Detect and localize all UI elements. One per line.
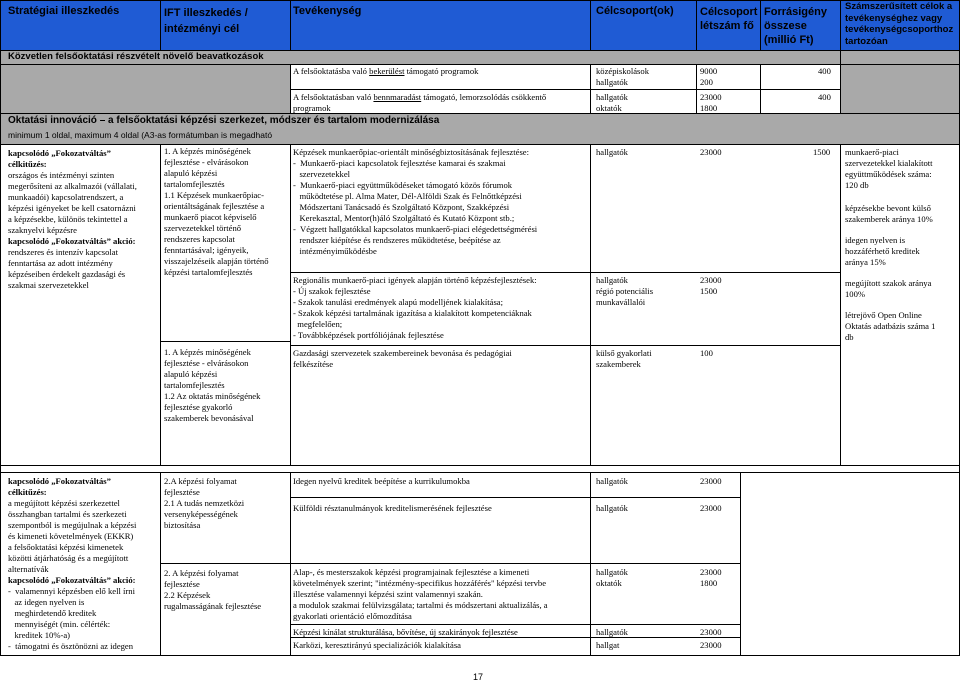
block2-strategy-h3: kapcsolódó „Fokozatváltás” akció: (8, 575, 136, 585)
grid-line (740, 472, 741, 655)
text-line: felkészítése (293, 359, 334, 369)
header-headcount-line1: Célcsoport (700, 6, 758, 18)
block1-strategy-h2: célkitűzés: (8, 159, 47, 169)
text-line: 2.1 A tudás nemzetközi (164, 498, 245, 508)
s1-row2-count1: 23000 (700, 92, 722, 102)
text-line: és kimeneti követelmények (EKKR) (8, 531, 134, 541)
text-line: db (845, 332, 854, 342)
text-line: fejlesztése - elvárásokon (164, 157, 249, 167)
s1-row2-activity-pre: A felsőoktatásban való (293, 92, 374, 102)
text-line: hallgatók (596, 275, 628, 285)
block2-row5-group: hallgat (596, 640, 620, 650)
block2-strategy-h2: célkitűzés: (8, 487, 47, 497)
text-line: szervezetekkel történő (164, 223, 242, 233)
page-number: 17 (473, 672, 484, 682)
block1-strategy-lines (8, 170, 137, 236)
grid-line (590, 0, 591, 50)
s1-row1-activity-post: támogató programok (404, 66, 479, 76)
header-ift-line1: IFT illeszkedés / (164, 7, 248, 19)
header-ift-line2: intézményi cél (164, 23, 240, 35)
text-line: Idegen nyelvű kreditek beépítése a kurrikulumokba (293, 476, 470, 486)
text-line: idegen nyelven is (845, 235, 906, 245)
grid-line (840, 0, 841, 113)
s1-row2-activity-post: támogató, lemorzsolódás csökkentő (421, 92, 547, 102)
text-line: az idegen nyelven is (8, 597, 85, 607)
text-line: Kerekasztal, Mentor(h)áló Szolgáltató és Kutató Központ stb.; (293, 213, 515, 223)
grid-line (0, 472, 960, 473)
grid-line (160, 144, 161, 465)
grid-line (0, 50, 960, 51)
text-line: gyakorlati orientáció előmozdítása (293, 611, 412, 621)
block1-act1-title: Képzések munkaerőpiac-orientált minőségbiztosításának fejlesztése: (293, 147, 529, 157)
block2-row1-count: 23000 (700, 476, 722, 486)
text-line: illesztése valamennyi képzési szint valamennyi szakán. (293, 589, 483, 599)
grid-line (760, 0, 761, 50)
s1-row1-group2: hallgatók (596, 77, 628, 87)
text-line: rendszeres kapcsolat (164, 234, 235, 244)
text-line: biztosítása (164, 520, 201, 530)
block1-goals (845, 147, 935, 343)
text-line: 2.A képzési folyamat (164, 476, 237, 486)
text-line: a felsőoktatási képzési kimenetek (8, 542, 124, 552)
grid-line (290, 89, 841, 90)
s1-row1-group1: középiskolások (596, 66, 649, 76)
text-line: alternatívák (8, 564, 49, 574)
header-funding (764, 5, 827, 47)
block1-act1-cost: 1500 (813, 147, 831, 157)
text-line: 1800 (700, 578, 718, 588)
text-line: megújított szakok aránya (845, 278, 932, 288)
grid-line (760, 64, 761, 113)
text-line: fenntartása az adott intézmény (8, 258, 113, 268)
s1-row1-groups (596, 66, 649, 88)
header-ift (164, 5, 248, 37)
text-line: régió potenciális (596, 286, 654, 296)
s1-row2-counts (700, 92, 721, 114)
grid-line (0, 0, 960, 1)
grid-line (290, 64, 291, 113)
text-line: szervezetekkel kialakított (845, 158, 933, 168)
text-line: fejlesztése (164, 487, 200, 497)
grid-line (0, 64, 960, 65)
text-line: - Szakok képzési tartalmának igazítása a kialakított kompetenciáknak (293, 308, 532, 318)
text-line: megfelelően; (293, 319, 343, 329)
text-line: Gazdasági szervezetek szakembereinek bevonása és pedagógiai (293, 348, 512, 358)
text-line: Alap-, és mesterszakok képzési programjainak fejlesztése a kimeneti (293, 567, 530, 577)
text-line: 2. A képzési folyamat (164, 568, 239, 578)
text-line: aránya 15% (845, 257, 886, 267)
text-line: szaknyelvi képzésre (8, 225, 77, 235)
text-line: oktatók (596, 578, 622, 588)
grid-line (160, 341, 290, 342)
s1-row2-cost: 400 (818, 92, 831, 102)
s1-row2-activity-underlined: bennmaradást (373, 92, 422, 102)
block2-row2-activity (293, 503, 492, 514)
block1-ift-b (164, 347, 260, 424)
s1-row2-groups (596, 92, 628, 114)
grid-line (840, 144, 841, 465)
block1-strategy (8, 148, 137, 291)
grid-line (696, 0, 697, 50)
block1-act3-count: 100 (700, 348, 713, 358)
text-line: képzésekbe bevont külső (845, 203, 931, 213)
block2-row5-count: 23000 (700, 640, 722, 650)
text-line: összhangban tartalmi és szerkezeti (8, 509, 127, 519)
s1-row2-group1: hallgatók (596, 92, 628, 102)
text-line: Módszertani Tanácsadó és Szolgáltató Központ, Szakképzési (293, 202, 510, 212)
block1-strategy-h1: kapcsolódó „Fokozatváltás” (8, 148, 111, 158)
text-line: szakemberek aránya 10% (845, 214, 933, 224)
header-goals-line3: tevékenységcsoporthoz (845, 24, 954, 35)
section1-left-fill (0, 65, 290, 113)
header-goals-line2: tevékenységhez vagy (845, 12, 943, 24)
grid-line (290, 624, 740, 625)
text-line: orientáltságának fejlesztése a (164, 201, 265, 211)
text-line: Karközi, keresztirányú specializációk kialakítása (293, 640, 461, 650)
text-line: szervezetekkel (293, 169, 351, 179)
text-line: 1. A képzés minőségének (164, 146, 251, 156)
text-line: Külföldi résztanulmányok kreditelismerésének fejlesztése (293, 503, 492, 513)
header-target-group: Célcsoport(ok) (596, 5, 674, 17)
text-line: alapuló képzési (164, 369, 218, 379)
grid-line (0, 465, 960, 466)
header-funding-line1: Forrásigény (764, 6, 827, 18)
text-line: külső gyakorlati (596, 348, 652, 358)
section2-title: Oktatási innováció – a felsőoktatási képzési szerkezet, módszer és tartalom modernizálása (8, 115, 440, 126)
header-strategy: Stratégiai illeszkedés (8, 5, 120, 17)
grid-line (590, 144, 591, 465)
text-line: 120 db (845, 180, 869, 190)
text-line: létrejövő Open Online (845, 310, 922, 320)
header-activity: Tevékenység (293, 5, 362, 17)
header-funding-line2: összese (764, 20, 807, 32)
grid-line (290, 0, 291, 50)
block1-act3 (293, 348, 512, 370)
s1-row1-count1: 9000 (700, 66, 718, 76)
s1-row1-activity (293, 66, 478, 77)
text-line: fejlesztése - elvárásokon (164, 358, 249, 368)
text-line: 1. A képzés minőségének (164, 347, 251, 357)
text-line: megerősíteni az alkalmazói (vállalati, (8, 181, 137, 191)
section1-title: Közvetlen felsőoktatási részvételt növelő beavatkozások (8, 51, 264, 62)
grid-line (290, 272, 841, 273)
s1-row2-count2: 1800 (700, 103, 718, 113)
grid-line (290, 345, 841, 346)
block1-act3-groups (596, 348, 652, 370)
text-line: alapuló képzési (164, 168, 218, 178)
grid-line (0, 113, 960, 114)
block2-row2-count: 23000 (700, 503, 722, 513)
s1-row1-count2: 200 (700, 77, 713, 87)
text-line: 1.2 Az oktatás minőségének (164, 391, 261, 401)
text-line: - Munkaerő-piaci kapcsolatok fejlesztése kamarai és szakmai (293, 158, 506, 168)
text-line: 23000 (700, 275, 722, 285)
block2-row5-activity (293, 640, 461, 651)
grid-line (696, 64, 697, 113)
text-line: Oktatás adatbázis száma 1 (845, 321, 936, 331)
block2-row4-count: 23000 (700, 627, 722, 637)
s1-row1-activity-pre: A felsőoktatásba való (293, 66, 370, 76)
s1-row2-group2: oktatók (596, 103, 622, 113)
text-line: szakemberek bevonásával (164, 413, 254, 423)
block2-ift-a (164, 476, 244, 531)
grid-line (290, 563, 740, 564)
text-line: 100% (845, 289, 866, 299)
text-line: együttműködések száma: (845, 169, 932, 179)
block2-row4-group: hallgatók (596, 627, 628, 637)
text-line: közötti átjárhatóság és a megújított (8, 553, 129, 563)
grid-line (290, 497, 740, 498)
grid-line (290, 472, 291, 655)
header-headcount-line2: létszám fő (700, 20, 754, 32)
grid-line (160, 472, 161, 655)
text-line: a modulok szakmai felülvizsgálata; tartalmi és módszertani aktualizálás, a (293, 600, 548, 610)
section2-subtitle: minimum 1 oldal, maximum 4 oldal (A3-as formátumban is megadható (8, 130, 273, 140)
section2-band-right (590, 113, 841, 144)
block1-act2 (293, 275, 537, 341)
text-line: tartalomfejlesztés (164, 380, 225, 390)
header-goals-line4: tartozóan (845, 35, 888, 47)
grid-line (0, 655, 960, 656)
s1-row2-activity-line2: programok (293, 103, 331, 113)
text-line: munkavállalói (596, 297, 646, 307)
text-line: - Végzett hallgatókkal kapcsolatos munkaerő-piaci elégedettségmérési (293, 224, 538, 234)
grid-line (160, 563, 290, 564)
grid-line (0, 144, 960, 145)
text-line: követelmények szerint; "intézmény-specifikus hozzáférés" képzési tervbe (293, 578, 547, 588)
block1-act1-count: 23000 (700, 147, 722, 157)
text-line: - valamennyi képzésben elő kell írni (8, 586, 135, 596)
grid-line (590, 64, 591, 113)
header-headcount (700, 5, 757, 33)
text-line: képzési tartalomfejlesztés (164, 267, 253, 277)
block1-act2-counts (700, 275, 721, 297)
text-line: munkaerő piacot képviselő (164, 212, 257, 222)
header-funding-line3: (millió Ft) (764, 34, 814, 46)
text-line: fenntartásával; igényeik, (164, 245, 249, 255)
text-line: rendszeres és intenzív kapcsolat (8, 247, 119, 257)
text-line: szakemberek (596, 359, 641, 369)
text-line: Képzési kínálat strukturálása, bővítése, új szakirányok fejlesztése (293, 627, 518, 637)
block2-row3-counts (700, 567, 721, 589)
block2-row1-activity (293, 476, 470, 487)
block1-strategy-lines2 (8, 247, 137, 291)
text-line: működtetése pl. Alma Mater, Dél-Alföldi Szak és Felnőttképzési (293, 191, 522, 201)
grid-line (0, 0, 1, 655)
text-line: Regionális munkaerő-piaci igények alapján történő képzésfejlesztések: (293, 275, 537, 285)
text-line: országos és intézményi szinten (8, 170, 115, 180)
text-line: 2.2 Képzések (164, 590, 211, 600)
block2-ift-b (164, 568, 261, 612)
s1-row1-activity-underlined: bekerülést (369, 66, 405, 76)
grid-line (290, 144, 291, 465)
text-line: tartalomfejlesztés (164, 179, 225, 189)
text-line: intézményiműködésbe (293, 246, 377, 256)
text-line: meghirdetendő kreditek (8, 608, 97, 618)
text-line: kreditek 10%-a) (8, 630, 71, 640)
header-goals (845, 1, 953, 47)
text-line: képzési igényeket be kell csatornázni (8, 203, 136, 213)
text-line: - Továbbképzések portfóliójának fejlesztése (293, 330, 444, 340)
text-line: 23000 (700, 567, 722, 577)
block1-ift-a (164, 146, 269, 278)
text-line: hozzáférhető kreditek (845, 246, 920, 256)
block2-row2-group: hallgatók (596, 503, 628, 513)
block1-act1 (293, 147, 537, 257)
text-line: a képzésekbe, különös tekintettel a (8, 214, 128, 224)
text-line: munkaadói) kapcsolatrendszert, a (8, 192, 124, 202)
grid-line (160, 0, 161, 50)
block2-row3-activity (293, 567, 548, 622)
s1-row2-activity (293, 92, 546, 114)
block2-row1-group: hallgatók (596, 476, 628, 486)
block2-strategy-h1: kapcsolódó „Fokozatváltás” (8, 476, 111, 486)
text-line: hallgatók (596, 567, 628, 577)
text-line: rendszer kiépítése és rendszeres működtetése, beépítése az (293, 235, 501, 245)
text-line: fejlesztése (164, 579, 200, 589)
text-line: szakmai szervezetekkel (8, 280, 89, 290)
block2-row3-groups (596, 567, 628, 589)
text-line: szempontból is megújulnak a képzési (8, 520, 137, 530)
text-line: - Szakok tanulási eredmények alapú modelljének kialakítása; (293, 297, 503, 307)
text-line: fejlesztése gyakorló (164, 402, 233, 412)
text-line: képzéseiben érdekelt gazdasági és (8, 269, 126, 279)
text-line: - Új szakok fejlesztése (293, 286, 371, 296)
text-line: rugalmasságának fejlesztése (164, 601, 262, 611)
text-line: munkaerő-piaci (845, 147, 899, 157)
text-line: versenyképességének (164, 509, 238, 519)
text-line: 1.1 Képzések munkaerőpiac- (164, 190, 264, 200)
text-line: 1500 (700, 286, 718, 296)
grid-line (290, 637, 740, 638)
text-line: a megújított képzési szerkezettel (8, 498, 120, 508)
s1-row1-cost: 400 (818, 66, 831, 76)
header-goals-line1: Számszerűsített célok a (845, 1, 953, 12)
grid-line (590, 472, 591, 655)
text-line: visszajelzéseik alapján történő (164, 256, 269, 266)
text-line: mennyiségét (min. célérték: (8, 619, 111, 629)
s1-row1-counts (700, 66, 717, 88)
block2-strategy (8, 476, 136, 652)
block1-act2-groups (596, 275, 653, 308)
text-line: - támogatni és ösztönözni az idegen (8, 641, 134, 651)
block1-strategy-h3: kapcsolódó „Fokozatváltás” akció: (8, 236, 136, 246)
block1-act1-group: hallgatók (596, 147, 628, 157)
text-line: - Munkaerő-piaci együttműködéseket támogató közös fórumok (293, 180, 513, 190)
